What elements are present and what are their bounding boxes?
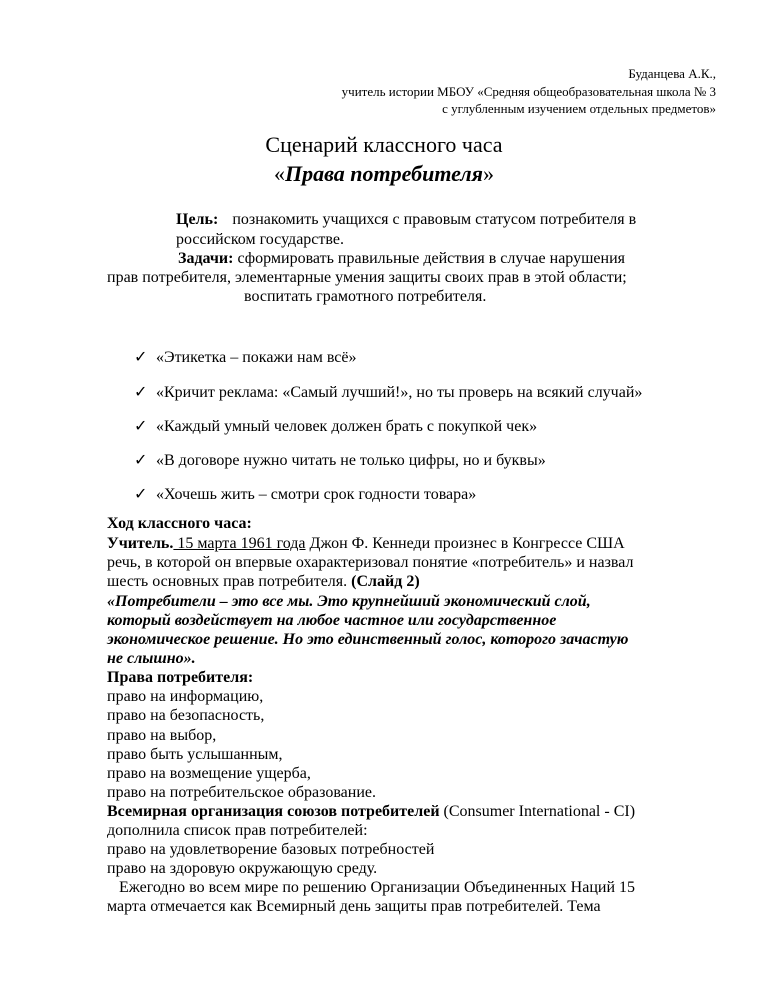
author-school: с углубленным изучением отдельных предметов» xyxy=(442,101,716,116)
ci-right-item: право на здоровую окружающую среду. xyxy=(107,860,378,877)
kennedy-quote: экономическое решение. Но это единственный голос, которого зачастую xyxy=(107,631,629,648)
slogan-item xyxy=(134,347,356,367)
open-quote: « xyxy=(274,161,285,186)
slogan-text: «Кричит реклама: «Самый лучший!», но ты проверь на всякий случай» xyxy=(156,384,643,401)
page-title: Сценарий классного часа xyxy=(265,132,503,157)
slogan-item xyxy=(134,484,476,504)
goal-text: познакомить учащихся с правовым статусом потребителя в xyxy=(232,211,637,228)
subtitle-text: Права потребителя xyxy=(285,161,483,186)
checkmark-icon: ✓ xyxy=(134,349,148,366)
checkmark-icon: ✓ xyxy=(134,418,148,435)
checkmark-icon: ✓ xyxy=(134,452,148,469)
right-item: право на безопасность, xyxy=(107,707,265,724)
teacher-label: Учитель. xyxy=(107,535,174,552)
checkmark-icon: ✓ xyxy=(134,384,148,401)
author-name: Буданцева А.К., xyxy=(628,66,716,81)
right-item: право на выбор, xyxy=(107,727,217,744)
slogan-item xyxy=(134,450,546,470)
kennedy-quote: не слышно». xyxy=(107,650,196,667)
course-heading: Ход классного часа: xyxy=(107,515,252,532)
slide-ref: (Слайд 2) xyxy=(351,573,420,590)
ci-right-item: право на удовлетворение базовых потребностей xyxy=(107,841,435,858)
ci-text: дополнила список прав потребителей: xyxy=(107,822,368,839)
teacher-text-line xyxy=(107,573,420,591)
goal-text-cont: российском государстве. xyxy=(176,231,344,248)
slogan-text: «Этикетка – покажи нам всё» xyxy=(156,349,357,366)
date-text: 15 марта 1961 года xyxy=(173,535,306,552)
final-paragraph: Ежегодно во всем мире по решению Организации Объединенных Наций 15 xyxy=(119,879,636,896)
tasks-label: Задачи: xyxy=(178,250,234,267)
slogan-text: «В договоре нужно читать не только цифры, но и буквы» xyxy=(156,452,546,469)
kennedy-quote: «Потребители – это все мы. Это крупнейший экономический слой, xyxy=(107,593,591,610)
right-item: право на возмещение ущерба, xyxy=(107,765,311,782)
tasks-text-cont2: воспитать грамотного потребителя. xyxy=(244,288,487,305)
slogan-item xyxy=(134,382,642,402)
ci-line xyxy=(107,803,635,821)
goal-label: Цель: xyxy=(176,211,219,228)
teacher-text: Джон Ф. Кеннеди произнес в Конгрессе США xyxy=(305,535,625,552)
ci-abbrev: (Consumer International - CI) xyxy=(439,803,636,820)
slogan-text: «Каждый умный человек должен брать с покупкой чек» xyxy=(156,418,538,435)
kennedy-quote: который воздействует на любое частное или государственное xyxy=(107,612,557,629)
slogan-text: «Хочешь жить – смотри срок годности товара» xyxy=(156,486,477,503)
slogan-item xyxy=(134,416,537,436)
goal-line xyxy=(176,211,636,229)
tasks-line xyxy=(178,250,625,268)
right-item: право на потребительское образование. xyxy=(107,784,376,801)
author-position: учитель истории МБОУ «Средняя общеобразовательная школа № 3 xyxy=(341,84,716,99)
ci-name: Всемирная организация союзов потребителей xyxy=(107,803,440,820)
right-item: право на информацию, xyxy=(107,688,264,705)
rights-heading xyxy=(107,669,253,687)
right-item: право быть услышанным, xyxy=(107,746,283,763)
teacher-text: шесть основных прав потребителя. xyxy=(107,573,352,590)
checkmark-icon: ✓ xyxy=(134,486,148,503)
teacher-text-line: речь, в которой он впервые охарактеризовал понятие «потребитель» и назвал xyxy=(107,554,634,571)
tasks-text: сформировать правильные действия в случае нарушения xyxy=(237,250,625,267)
rights-heading-text: Права потребителя: xyxy=(107,669,254,686)
tasks-text-cont: прав потребителя, элементарные умения защиты своих прав в этой области; xyxy=(107,269,627,286)
final-paragraph-cont: марта отмечается как Всемирный день защиты прав потребителей. Тема xyxy=(107,898,601,915)
close-quote: » xyxy=(483,161,494,186)
section-heading xyxy=(107,515,252,533)
teacher-line xyxy=(107,535,625,553)
page-subtitle xyxy=(0,161,768,187)
